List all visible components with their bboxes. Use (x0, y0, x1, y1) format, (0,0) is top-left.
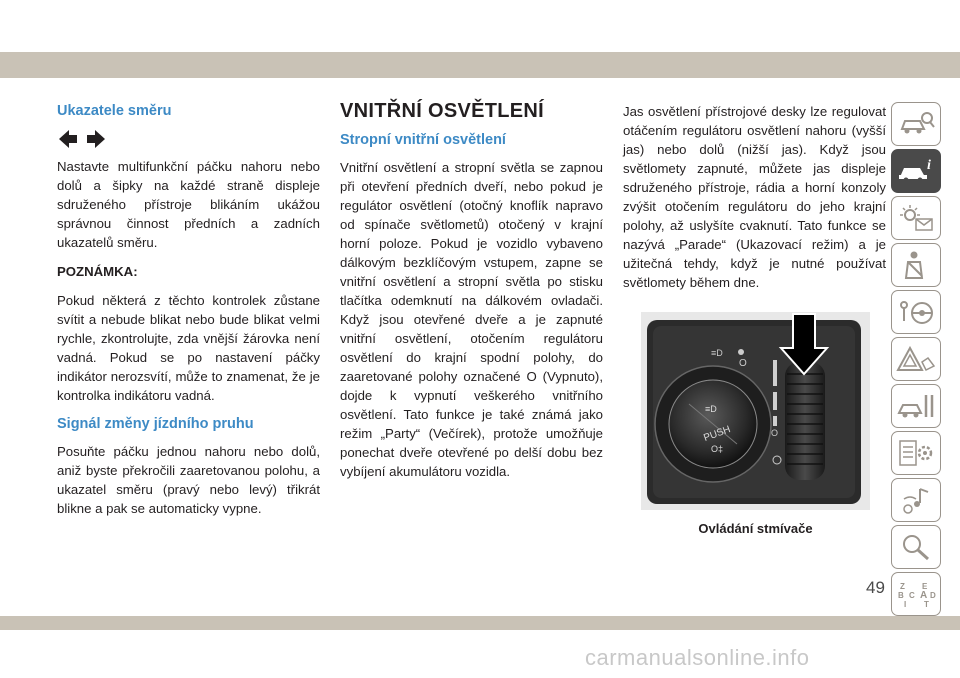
header-band (0, 52, 960, 78)
svg-text:i: i (927, 158, 931, 173)
dimmer-control-photo (641, 312, 870, 510)
index-letter: C (909, 591, 915, 600)
figure-caption: Ovládání stmívače (698, 521, 813, 536)
index-letter: E (922, 582, 928, 591)
index-letter: Z (900, 582, 905, 591)
heading-dome-light: Stropní vnitřní osvětlení (340, 132, 506, 148)
magnifier-icon (896, 532, 936, 562)
column-3 (623, 102, 886, 302)
car-search-icon (896, 109, 936, 139)
index-letter: T (924, 600, 929, 609)
spec-sheet-gear-icon (896, 438, 936, 468)
footer-band (0, 616, 960, 630)
note-title: POZNÁMKA: (57, 264, 138, 279)
svg-text:O‡: O‡ (711, 444, 724, 454)
note-text: Pokud některá z těchto kontrolek zůstane svítit a nebude blikat nebo bude blikat velmi rychle, zkontrolujte, zda vnější žárovka není vadná. Pokud se po nastavení páčky indikátor nerozsvítí, může to znamenat, že je kontrolka indikátoru vadná. (57, 293, 320, 403)
tab-multimedia[interactable] (891, 478, 941, 522)
paragraph: Jas osvětlení přístrojové desky lze regulovat otáčením regulátoru osvětlení nahoru (vyšší jas) nebo dolů (nižší jas). Když jsou světlomety zapnuté, můžete jas displeje sdruženého přístroje, rádia a horní konzoly zvýšit otočením regulátoru do jeho krajní polohy, až uslyšíte cvaknutí. Tato funkce se nazývá „Parade“ (Ukazovací režim) a je užitečná tehdy, když je nutné používat světlomety během dne. (623, 104, 886, 290)
column-2 (340, 102, 603, 491)
tab-emergency[interactable] (891, 337, 941, 381)
tab-warning-lights[interactable] (891, 196, 941, 240)
warning-light-message-icon (896, 203, 936, 233)
heading-turn-signals: Ukazatele směru (57, 103, 172, 119)
paragraph: Vnitřní osvětlení a stropní světla se zapnou při otevření předních dveří, nebo pokud je regulátor osvětlení (otočný knoflík napravo od spínače světlometů) otočený v krajní horní poloze. Pokud je vozidlo vybaveno dálkovým bezklíčovým vstupem, zapne se vnitřní osvětlení a stropní světla po stisku tlačítka odemknutí na dálkovém ovladači. Když jsou otevřené dveře a je zapnuté vnitřní osvětlení, otočením regulátoru osvětlení do krajní spodní polohy, do zaaretované polohy označené O (Vypnuto), dojde k vypnutí veškerého vnitřního osvětlení. Tato funkce je také známá jako režim „Party“ (Večírek), protože umožňuje ponechat dveře otevřené po delší dobu bez vybíjení akumulátoru vozidla. (340, 160, 603, 479)
chapter-tabs (891, 102, 945, 619)
multimedia-icon (896, 485, 936, 515)
page-number: 49 (866, 578, 885, 597)
paragraph: Nastavte multifunkční páčku nahoru nebo dolů a šipky na každé straně displeje sdruženého přístroje blikáním ukážou správnou činnost předních a zadních ukazatelů směru. (57, 159, 320, 250)
index-letters-icon (896, 579, 936, 609)
heading-lane-change: Signál změny jízdního pruhu (57, 416, 254, 432)
tab-safety[interactable] (891, 243, 941, 287)
hazard-triangle-icon (896, 344, 936, 374)
section-title: VNITŘNÍ OSVĚTLENÍ (340, 100, 545, 122)
watermark: carmanualsonline.info (585, 645, 810, 670)
car-wrench-icon (896, 391, 936, 421)
tab-technical[interactable] (891, 431, 941, 475)
car-info-icon (896, 156, 936, 186)
off-label: O (739, 358, 747, 369)
tab-car-info[interactable] (891, 149, 941, 193)
tab-search[interactable] (891, 525, 941, 569)
svg-text:O: O (771, 428, 779, 438)
seatbelt-person-icon (896, 250, 936, 280)
index-letter: I (904, 600, 907, 609)
column-1 (57, 102, 320, 528)
turn-signal-arrows-icon (57, 129, 320, 151)
svg-text:≡D: ≡D (705, 404, 717, 414)
push-label: PUSH (702, 424, 733, 444)
tab-car-overview[interactable] (891, 102, 941, 146)
index-letter: A (920, 590, 928, 601)
index-letter: B (898, 591, 904, 600)
tab-maintenance[interactable] (891, 384, 941, 428)
key-steering-wheel-icon (896, 297, 936, 327)
tab-index[interactable] (891, 572, 941, 616)
paragraph: Posuňte páčku jednou nahoru nebo dolů, aniž byste překročili zaaretovanou polohu, a ukazatel směru (pravý nebo levý) třikrát blikne a pak se automaticky vypne. (57, 444, 320, 516)
tab-starting-driving[interactable] (891, 290, 941, 334)
index-letter: D (930, 591, 936, 600)
svg-text:≡D: ≡D (711, 348, 723, 358)
